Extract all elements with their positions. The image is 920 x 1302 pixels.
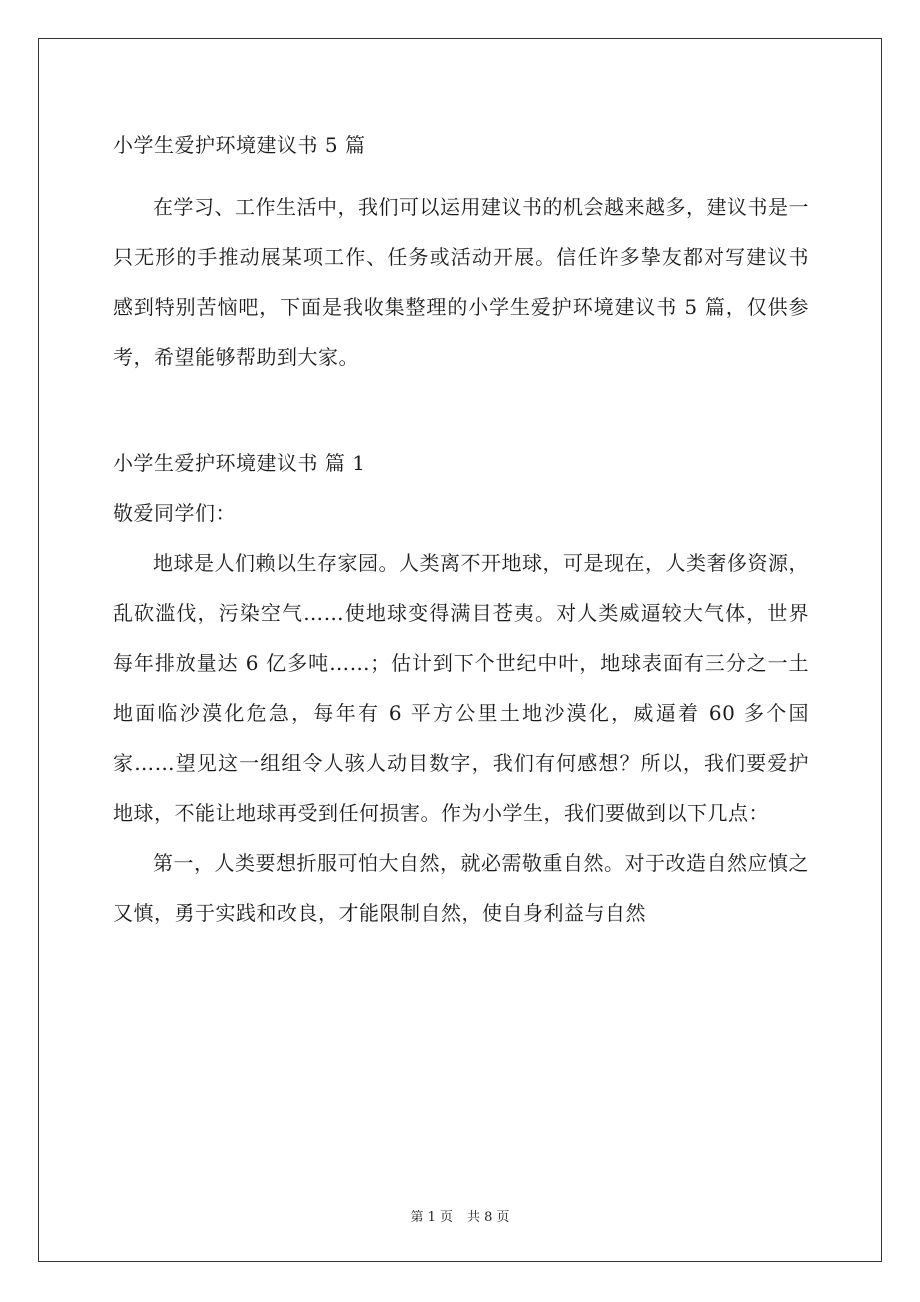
body-paragraph-1: 地球是人们赖以生存家园。人类离不开地球，可是现在，人类奢侈资源，乱砍滥伐，污染空气……使地球变得满目苍夷。对人类威逼较大气体，世界每年排放量达 6 亿多吨……；估计到下个世纪中叶，地球表面有三分之一土地面临沙漠化危急，每年有 6 平方公里土地沙漠化，威逼着 60 多个国家……望见这一组组令人骇人动目数字，我们有何感想？所以，我们要爱护地球，不能让地球再受到任何损害。作为小学生，我们要做到以下几点： [113,551,809,825]
page-total: 共 8 页 [467,1210,510,1225]
page-number: 第 1 页 [410,1210,453,1225]
body-paragraph-2: 第一，人类要想折服可怕大自然，就必需敬重自然。对于改造自然应慎之又慎，勇于实践和改良，才能限制自然，使自身利益与自然 [113,851,809,925]
document-body [113,120,809,938]
page-footer [0,1206,920,1225]
spacer [113,382,809,438]
document-title: 小学生爱护环境建议书 5 篇 [113,133,366,157]
salutation: 敬爱同学们： [113,501,236,525]
intro-paragraph: 在学习、工作生活中，我们可以运用建议书的机会越来越多，建议书是一只无形的手推动展某项工作、任务或活动开展。信任许多挚友都对写建议书感到特别苦恼吧，下面是我收集整理的小学生爱护环境建议书 5 篇，仅供参考，希望能够帮助到大家。 [113,195,809,369]
section-heading: 小学生爱护环境建议书 篇 1 [113,451,366,475]
spacer [113,170,809,182]
